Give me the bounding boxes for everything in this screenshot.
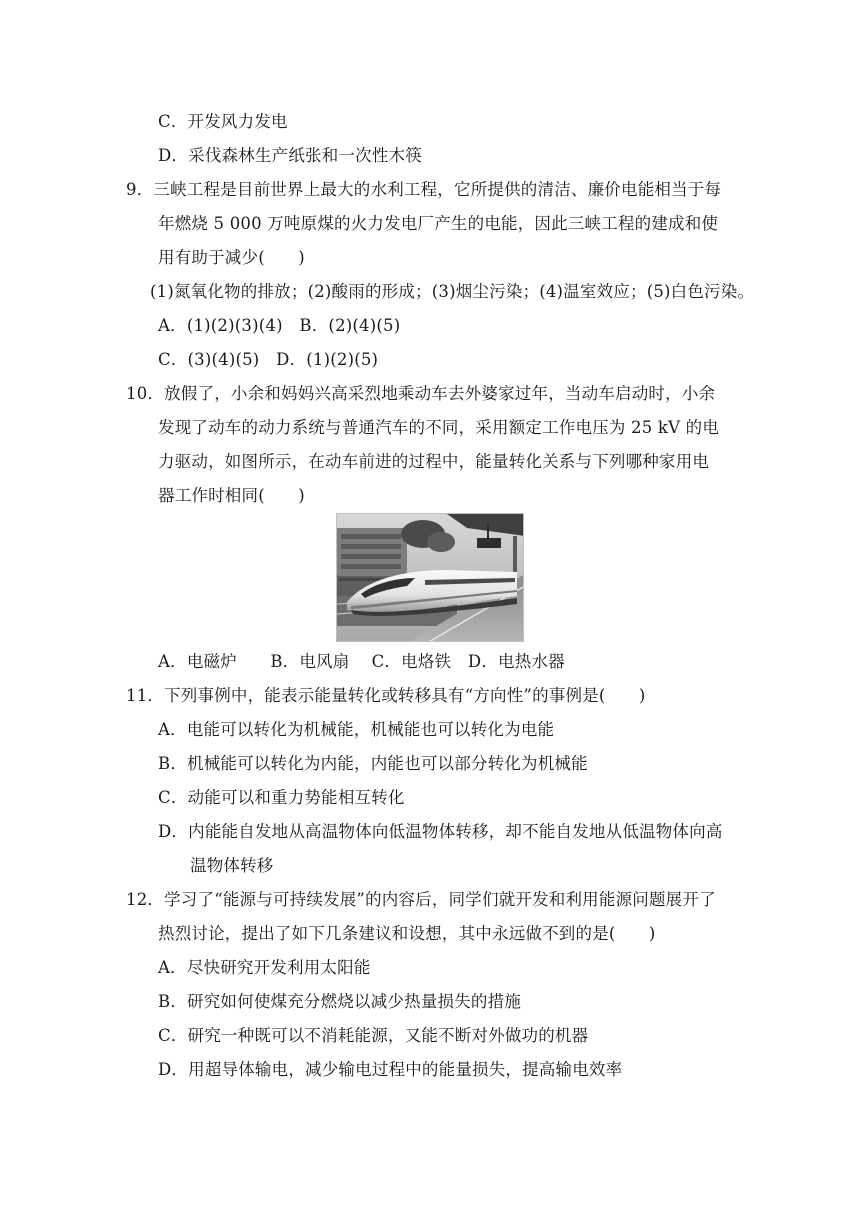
- q8-option-d: D．采伐森林生产纸张和一次性木筷: [158, 146, 422, 165]
- q12-stem-line-2: 热烈讨论，提出了如下几条建议和设想，其中永远做不到的是( ): [158, 924, 656, 943]
- q9-options-cd: C．(3)(4)(5) D．(1)(2)(5): [158, 350, 379, 369]
- q10-options: A．电磁炉 B．电风扇 C．电烙铁 D．电热水器: [158, 652, 565, 671]
- q11-stem: 11．下列事例中，能表示能量转化或转移具有“方向性”的事例是( ): [126, 686, 646, 705]
- q9-stem-line-1: 9．三峡工程是目前世界上最大的水利工程，它所提供的清洁、廉价电能相当于每: [126, 180, 722, 199]
- q8-option-c: C．开发风力发电: [158, 112, 288, 131]
- q10-stem-line-3: 力驱动，如图所示，在动车前进的过程中，能量转化关系与下列哪种家用电: [158, 452, 710, 471]
- q12-option-d: D．用超导体输电，减少输电过程中的能量损失，提高输电效率: [158, 1060, 623, 1079]
- q11-option-c: C．动能可以和重力势能相互转化: [158, 788, 405, 807]
- q10-stem-line-2: 发现了动车的动力系统与普通汽车的不同，采用额定工作电压为 25 kV 的电: [158, 418, 720, 437]
- q10-stem-line-4: 器工作时相同( ): [158, 486, 305, 505]
- q11-option-d-line-2: 温物体转移: [190, 856, 274, 875]
- q12-option-c: C．研究一种既可以不消耗能源，又能不断对外做功的机器: [158, 1026, 589, 1045]
- q12-option-a: A．尽快研究开发利用太阳能: [158, 958, 371, 977]
- q9-stem-line-3: 用有助于减少( ): [158, 248, 305, 267]
- q9-stem-line-2: 年燃烧 5 000 万吨原煤的火力发电厂产生的电能，因此三峡工程的建成和使: [158, 214, 719, 233]
- bullet-train-photo: [336, 513, 524, 642]
- q11-option-d-line-1: D．内能能自发地从高温物体向低温物体转移，却不能自发地从低温物体向高: [158, 822, 723, 841]
- q9-options-ab: A．(1)(2)(3)(4) B．(2)(4)(5): [158, 316, 401, 335]
- q9-items: (1)氮氧化物的排放；(2)酸雨的形成；(3)烟尘污染；(4)温室效应；(5)白色污染。: [150, 282, 755, 301]
- q11-option-b: B．机械能可以转化为内能，内能也可以部分转化为机械能: [158, 754, 588, 773]
- q11-option-a: A．电能可以转化为机械能，机械能也可以转化为电能: [158, 720, 555, 739]
- q12-option-b: B．研究如何使煤充分燃烧以减少热量损失的措施: [158, 992, 522, 1011]
- q10-stem-line-1: 10．放假了，小余和妈妈兴高采烈地乘动车去外婆家过年，当动车启动时，小余: [126, 384, 716, 403]
- q12-stem-line-1: 12．学习了“能源与可持续发展”的内容后，同学们就开发和利用能源问题展开了: [126, 890, 716, 909]
